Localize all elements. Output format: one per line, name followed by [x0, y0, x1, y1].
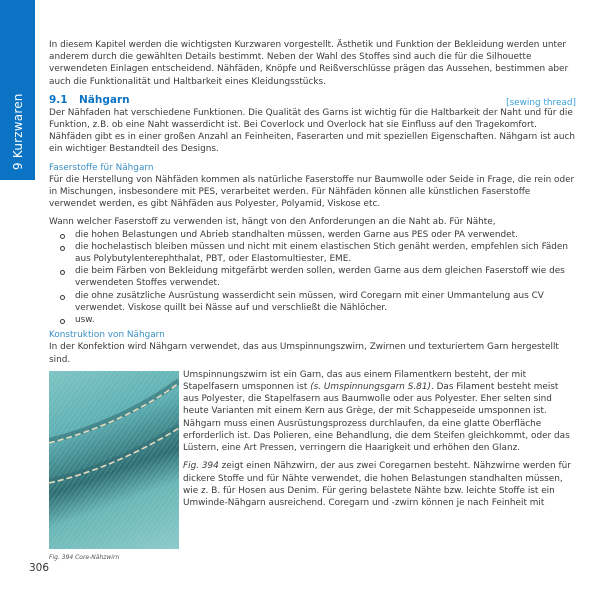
umspinnungszwirn-paragraph: [183, 369, 576, 454]
page-number: 306: [29, 562, 50, 574]
text: zeigt einen Nähzwirn, der aus zwei Coregarnen besteht. Nähzwirne werden für dickere Stoffe und für Nähte verwendet, die hohen Belastungen standhalten müssen, wie z. B. für Hosen aus Denim. Für gering belastete Nähte bzw. leichte Stoffe ist ein Umwinde-Nähgarn ausreichend. Coregarn und -zwirn können je nach Feinheit mit: [183, 461, 571, 508]
list-item: die hochelastisch bleiben müssen und nicht mit einem elastischen Stich genäht werden, empfehlen sich Fäden aus Polybutylenterephthalat, PBT, oder Elastomultiester, EME.: [49, 241, 576, 265]
chapter-tab-label: 9 Kurzwaren: [11, 93, 25, 170]
fibers-heading: Faserstoffe für Nähgarn: [49, 162, 154, 173]
fibers-paragraph: Für die Herstellung von Nähfäden kommen als natürliche Faserstoffe nur Baumwolle oder Seide in Frage, die rein oder in Mischungen, insbesondere mit PES, verarbeitet werden. Für Nähfäden können alle künstlichen Faserstoffe verwendet werden, es gibt Nähfäden aus Polyester, Polyamid, Viskose etc.: [49, 174, 575, 210]
list-item: die ohne zusätzliche Ausrüstung wasserdicht sein müssen, wird Coregarn mit einer Ummantelung aus CV verwendet. Viskose quillt bei Nässe auf und verschließt die Nählöcher.: [49, 290, 576, 314]
intro-paragraph: In diesem Kapitel werden die wichtigsten Kurzwaren vorgestellt. Ästhetik und Funktion der Bekleidung werden unter anderem durch die gewählten Details bestimmt. Neben der Wahl des Stoffes sind auch die für die Silhouette verwendeten Einlagen entscheidend. Nähfäden, Knöpfe und Reißverschlüsse prägen das Aussehen, bestimmen aber auch die Funktionalität und Haltbarkeit eines Kleidungsstücks.: [49, 40, 569, 87]
text: Umspinnungszwirn ist ein Garn, das aus einem Filamentkern besteht, der mit Stapelfasern umsponnen ist: [183, 369, 527, 393]
figure-reference[interactable]: Fig. 394: [183, 461, 219, 472]
list-item: usw.: [49, 314, 576, 326]
construction-heading: Konstruktion von Nähgarn: [49, 330, 165, 341]
figure-caption: Fig. 394 Core-Nähzwirn: [49, 553, 120, 561]
section-paragraph: Der Nähfaden hat verschiedene Funktionen. Die Qualität des Garns ist wichtig für die Haltbarkeit der Naht und für die Funktion, z.B. ob eine Naht wasserdicht ist. Bei Coverlock und Overlock hat sie Einfluss auf den Tragekomfort. Nähfäden gibt es in einer großen Anzahl an Feinheiten, Faserarten und mit speziellen Eigenschaften. Nähgarn ist auch ein wichtiger Bestandteil des Designs.: [49, 107, 576, 155]
section-number: 9.1: [49, 93, 68, 106]
text: . Das Filament besteht meist aus Polyester, die Stapelfasern aus Baumwolle oder aus Polyester. Eher selten sind heute Varianten mit einem Kern aus Grège, der mit Schappeseide umsponnen ist. Nähgarn muss einen Ausrüstungsprozess durchlaufen, da eine glatte Oberfläche erforderlich ist. Das Polieren, eine Behandlung, die dem Steifen gleichkommt, oder das Lüstern, eine Art Pressen, verringern die Haarigkeit und erhöhen den Glanz.: [183, 382, 570, 454]
page-content: [49, 39, 576, 567]
figure-block: [49, 371, 576, 567]
section-heading: [49, 94, 576, 107]
naehzwirn-paragraph: [183, 460, 576, 509]
chapter-tab: [0, 0, 35, 180]
list-item: die hohen Belastungen und Abrieb standhalten müssen, werden Garne aus PES oder PA verwendet.: [49, 229, 576, 241]
figure-side-text: [183, 369, 576, 515]
section-title: Nähgarn: [79, 93, 130, 106]
cross-reference-link[interactable]: (s. Umspinnungsgarn S.81): [310, 382, 431, 393]
fibers-list-intro: Wann welcher Faserstoff zu verwenden ist, hängt von den Anforderungen an die Naht ab. Für Nähte,: [49, 217, 496, 228]
denim-seam-photo: [49, 371, 179, 549]
english-term: [sewing thread]: [506, 97, 576, 108]
list-item: die beim Färben von Bekleidung mitgefärbt werden sollen, werden Garne aus dem gleichen Faserstoff wie des verwendeten Stoffes verwendet.: [49, 265, 576, 289]
fibers-list: [49, 229, 576, 327]
construction-paragraph: In der Konfektion wird Nähgarn verwendet, das aus Umspinnungszwirn, Zwirnen und texturiertem Garn hergestellt sind.: [49, 342, 559, 365]
